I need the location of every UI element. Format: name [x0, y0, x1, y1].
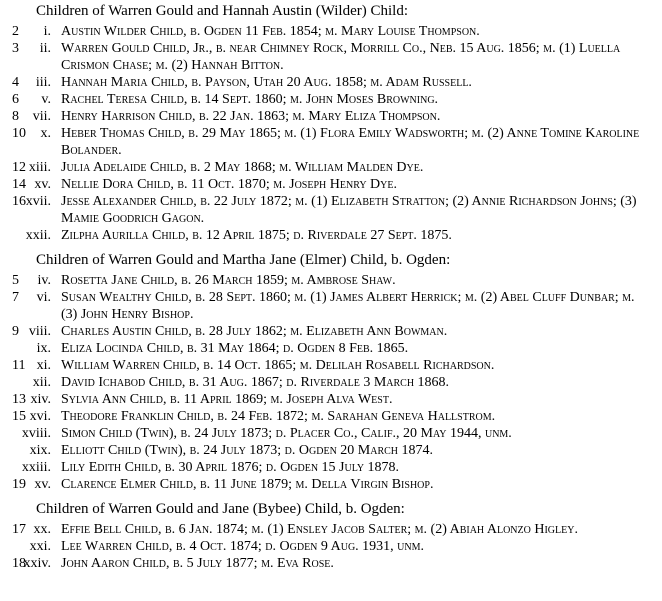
- entry-text: Jesse Alexander Child, b. 22 July 1872; m. (1) Elizabeth Stratton; (2) Annie Richardson Johns; (3) Mamie Goodrich Gagon.: [61, 194, 637, 226]
- entry-number: 19: [12, 477, 26, 492]
- child-entry: [0, 442, 662, 459]
- child-entry: [0, 425, 662, 442]
- entry-text: Julia Adelaide Child, b. 2 May 1868; m. William Malden Dye.: [61, 160, 424, 175]
- entry-roman: xiv.: [30, 392, 51, 407]
- entry-roman: xii.: [32, 375, 51, 390]
- entry-roman: xvii.: [25, 194, 51, 209]
- child-entry: [0, 227, 662, 244]
- entry-text: Effie Bell Child, b. 6 Jan. 1874; m. (1) Ensley Jacob Salter; m. (2) Abiah Alonzo Higley.: [61, 522, 578, 537]
- entry-roman: xvi.: [29, 409, 51, 424]
- entry-roman: ii.: [39, 41, 51, 56]
- child-entry: [0, 521, 662, 538]
- entry-text: John Aaron Child, b. 5 July 1877; m. Eva Rose.: [61, 556, 334, 571]
- entry-text: Warren Gould Child, Jr., b. near Chimney Rock, Morrill Co., Neb. 15 Aug. 1856; m. (1) Luella Crismon Chase; m. (2) Hannah Bitton.: [61, 41, 621, 73]
- entry-text: Hannah Maria Child, b. Payson, Utah 20 Aug. 1858; m. Adam Russell.: [61, 75, 472, 90]
- section-heading: Children of Warren Gould and Hannah Austin (Wilder) Child:: [36, 3, 409, 19]
- child-entry: [0, 538, 662, 555]
- child-entry: [0, 193, 662, 227]
- entry-number: 15: [12, 409, 26, 424]
- entry-text: Rosetta Jane Child, b. 26 March 1859; m. Ambrose Shaw.: [61, 273, 396, 288]
- child-entry: [0, 289, 662, 323]
- entry-roman: xxiii.: [21, 460, 51, 475]
- child-entry: [0, 340, 662, 357]
- entry-roman: v.: [41, 92, 51, 107]
- entry-number: 12: [12, 160, 26, 175]
- entry-number: 10: [12, 126, 26, 141]
- entry-number: 6: [12, 92, 19, 107]
- entry-number: 7: [12, 290, 19, 305]
- entry-text: Theodore Franklin Child, b. 24 Feb. 1872; m. Sarahan Geneva Hallstrom.: [61, 409, 496, 424]
- entry-number: 4: [12, 75, 19, 90]
- child-entry: [0, 374, 662, 391]
- entry-text: Heber Thomas Child, b. 29 May 1865; m. (1) Flora Emily Wadsworth; m. (2) Anne Tomine Karoline Bolander.: [61, 126, 640, 158]
- child-entry: [0, 408, 662, 425]
- entry-text: Simon Child (Twin), b. 24 July 1873; d. Placer Co., Calif., 20 May 1944, unm.: [61, 426, 512, 441]
- child-entry: [0, 108, 662, 125]
- entry-text: Nellie Dora Child, b. 11 Oct. 1870; m. Joseph Henry Dye.: [61, 177, 397, 192]
- child-entry: [0, 459, 662, 476]
- child-entry: [0, 159, 662, 176]
- entry-roman: xi.: [36, 358, 51, 373]
- entry-roman: i.: [43, 24, 51, 39]
- entry-roman: viii.: [28, 324, 51, 339]
- entry-roman: xviii.: [21, 426, 51, 441]
- entry-number: 17: [12, 522, 26, 537]
- section-heading: Children of Warren Gould and Martha Jane (Elmer) Child, b. Ogden:: [36, 252, 451, 268]
- entry-roman: ix.: [36, 341, 51, 356]
- entry-number: 9: [12, 324, 19, 339]
- entry-roman: vi.: [36, 290, 51, 305]
- entry-text: Henry Harrison Child, b. 22 Jan. 1863; m. Mary Eliza Thompson.: [61, 109, 441, 124]
- entry-roman: xv.: [34, 177, 51, 192]
- child-entry: [0, 476, 662, 493]
- entry-roman: xiii.: [28, 160, 51, 175]
- entry-roman: xxiv.: [23, 556, 51, 571]
- entry-roman: iv.: [37, 273, 51, 288]
- child-entry: [0, 125, 662, 159]
- entry-text: Susan Wealthy Child, b. 28 Sept. 1860; m. (1) James Albert Herrick; m. (2) Abel Cluff Dunbar; m. (3) John Henry Bishop.: [61, 290, 635, 322]
- entry-number: 14: [12, 177, 26, 192]
- child-entry: [0, 357, 662, 374]
- entry-roman: vii.: [32, 109, 51, 124]
- entry-text: Eliza Locinda Child, b. 31 May 1864; d. Ogden 8 Feb. 1865.: [61, 341, 409, 356]
- entry-text: Zilpha Aurilla Child, b. 12 April 1875; d. Riverdale 27 Sept. 1875.: [61, 228, 452, 243]
- section-martha-jane-elmer: [0, 252, 662, 493]
- child-entry: [0, 391, 662, 408]
- entry-text: Lee Warren Child, b. 4 Oct. 1874; d. Ogden 9 Aug. 1931, unm.: [61, 539, 425, 554]
- child-entry: [0, 23, 662, 40]
- entry-number: 11: [12, 358, 26, 373]
- entry-roman: xv.: [34, 477, 51, 492]
- child-entry: [0, 272, 662, 289]
- entry-number: 18: [12, 556, 26, 571]
- entry-number: 3: [12, 41, 19, 56]
- child-entry: [0, 91, 662, 108]
- child-entry: [0, 323, 662, 340]
- entry-text: Elliott Child (Twin), b. 24 July 1873; d. Ogden 20 March 1874.: [61, 443, 434, 458]
- entry-number: 2: [12, 24, 19, 39]
- section-heading: Children of Warren Gould and Jane (Bybee) Child, b. Ogden:: [36, 501, 405, 517]
- section-jane-bybee: [0, 501, 662, 572]
- entry-number: 5: [12, 273, 19, 288]
- child-entry: [0, 40, 662, 74]
- entry-text: Rachel Teresa Child, b. 14 Sept. 1860; m. John Moses Browning.: [61, 92, 439, 107]
- entry-text: Clarence Elmer Child, b. 11 June 1879; m. Della Virgin Bishop.: [61, 477, 434, 492]
- entry-text: Austin Wilder Child, b. Ogden 11 Feb. 1854; m. Mary Louise Thompson.: [61, 24, 480, 39]
- entry-roman: x.: [40, 126, 51, 141]
- child-entry: [0, 176, 662, 193]
- entry-roman: xxii.: [25, 228, 51, 243]
- entry-roman: xxi.: [29, 539, 51, 554]
- entry-number: 16: [12, 194, 26, 209]
- child-entry: [0, 74, 662, 91]
- child-entry: [0, 555, 662, 572]
- entry-text: Sylvia Ann Child, b. 11 April 1869; m. Joseph Alva West.: [61, 392, 393, 407]
- entry-number: 13: [12, 392, 26, 407]
- section-hannah-austin-wilder: [0, 3, 662, 244]
- entry-roman: xx.: [33, 522, 51, 537]
- entry-text: Charles Austin Child, b. 28 July 1862; m. Elizabeth Ann Bowman.: [61, 324, 448, 339]
- entry-roman: iii.: [35, 75, 51, 90]
- entry-roman: xix.: [29, 443, 51, 458]
- entry-text: Lily Edith Child, b. 30 April 1876; d. Ogden 15 July 1878.: [61, 460, 400, 475]
- entry-number: 8: [12, 109, 19, 124]
- entry-text: David Ichabod Child, b. 31 Aug. 1867; d. Riverdale 3 March 1868.: [61, 375, 450, 390]
- entry-text: William Warren Child, b. 14 Oct. 1865; m. Delilah Rosabell Richardson.: [61, 358, 495, 373]
